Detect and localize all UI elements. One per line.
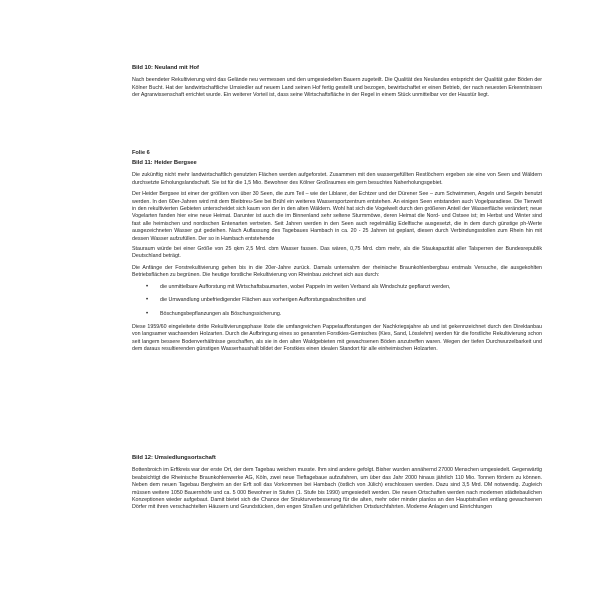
body-paragraph: Diese 1959/60 eingeleitete dritte Rekultivierungsphase löste die umfangreichen Pappelaufforstungen der Nachkriegsjahre ab und ist gekennzeichnet durch den Direktanbau von langsamer wachsenden Holzarten. Durch die Aufbringung eines so genannten Forstkies-Gemisches (Kies, Sand, Lösslehm) werden für die forstliche Rekultivierung schon seit langem bessere Bodenverhältnisse geschaffen, als sie in den alten Waldgebieten mit gewachsenen Böden anzutreffen waren. Wegen der tiefen Durchwurzelbarkeit und dem daraus resultierenden günstigen Wasserhaushalt bildet der Forstkies einen idealen Standort für alle einheimischen Holzarten. — [132, 323, 542, 353]
list-item: • die Umwandlung unbefriedigender Flächen aus vorherigen Aufforstungsabschnitten und — [146, 297, 542, 304]
bullet-list — [132, 284, 542, 318]
list-item: • Böschungsbepflanzungen als Böschungssicherung. — [146, 311, 542, 318]
body-paragraph: Der Heider Bergsee ist einer der größten von über 30 Seen, die zum Teil – wie der Liblarer, der Echtzer und der Dürener See – zum Schwimmen, Angeln und Segeln benutzt werden. In den 60er-Jahren wird mit dem Bleibtreu-See bei Brühl ein weiteres Wassersportzentrum entstehen. An einigen Seen entstanden auch Vogelparadiese. Die Tierwelt in den rekultivierten Gebieten unterscheidet sich kaum von der in den alten Wäldern. Wohl hat sich die Vogelwelt durch den größeren Anteil der Wasserfläche verändert; neue Vogelarten fanden hier eine neue Heimat. Darunter ist auch die im Binnenland sehr seltene Sturmmöwe, deren Heimat die Nord- und Ostsee ist; im Herbst und Winter sind fast alle heimischen und nordischen Entenarten vertreten. Seit Jahren werden in den Seen auch regelmäßig Edelfische ausgesetzt, die in dem durch günstige ph-Werte ausgezeichneten Wasser gut gedeihen. Nach Auflassung des Tagebaues Hambach in ca. 20 - 25 Jahren ist geplant, diesen durch Verbindungsstollen zum Rhein hin mit dessen Wasser aufzufüllen. Der so in Hambach entstehende — [132, 191, 542, 242]
list-item: • die unmittelbare Aufforstung mit Wirtschaftsbaumarten, wobei Pappeln im weiten Verband als Windschutz gepflanzt werden, — [146, 284, 542, 291]
section-umsiedlungsortschaft — [132, 455, 542, 516]
body-paragraph: Nach beendeter Rekultivierung wird das Gelände neu vermessen und den umgesiedelten Bauern zugeteilt. Die Qualität des Neulandes entspricht der Qualität guter Böden der Kölner Bucht. Hat der landwirtschaftliche Umsiedler auf neuem Land seinen Hof fertig gestellt und bezogen, bewirtschaftet er einen Betrieb, der nach neuesten Erkenntnissen der Agrarwissenschaft errichtet wurde. Ein weiterer Vorteil ist, dass seine Wirtschaftsfläche in der Regel in einem Stück unmittelbar vor der Haustür liegt. — [132, 77, 542, 99]
section-heading: Bild 11: Heider Bergsee — [132, 160, 197, 166]
section-heider-bergsee — [132, 150, 542, 358]
slide-label: Folie 6 — [132, 150, 150, 156]
section-heading: Bild 12: Umsiedlungsortschaft — [132, 455, 216, 461]
section-neuland-mit-hof — [132, 65, 542, 104]
body-paragraph: Die zukünftig nicht mehr landwirtschaftlich genutzten Flächen werden aufgeforstet. Zusammen mit den wassergefüllten Restlöchern ergeben sie eine von Seen und Wäldern durchsetzte Erholungslandschaft. Sie ist für die 1,5 Mio. Bewohner des Kölner Großraumes ein gern besuchtes Naherholungsgebiet. — [132, 172, 542, 186]
body-paragraph: Bottenbroich im Erftkreis war der erste Ort, der dem Tagebau weichen musste. Ihm sind andere gefolgt. Bisher wurden annähernd 27000 Menschen umgesiedelt. Gegenwärtig beabsichtigt die Rheinische Braunkohlenwerke AG, Köln, zwei neue Tieftagebaue aufzufahren, um über das Jahr 2000 hinaus jährlich 110 Mio. Tonnen fördern zu können. Neben dem neuen Tagebau Bergheim an der Erft soll das Vorkommen bei Hambach (östlich von Jülich) erschlossen werden. Dazu sind 3,5 Mrd. DM notwendig. Zugleich müssen weitere 1050 Bauernhöfe und ca. 5 000 Bewohner in Stufen (1. Stufe bis 1990) umgesiedelt werden. Die neuen Ortschaften werden nach modernen städtebaulichen Konzeptionen wieder aufgebaut. Damit bietet sich die Chance der Strukturverbesserung für die alten, mehr oder minder planlos an den Hauptstraßen entlang gewachsenen Dörfer mit ihren verschachtelten Häusern und Grundstücken, den engen Straßen und gefährlichen Ortsdurchfahrten. Moderne Anlagen und Einrichtungen — [132, 467, 542, 511]
body-paragraph: Die Anfänge der Forstrekultivierung gehen bis in die 20er-Jahre zurück. Damals unternahm der rheinische Braunkohlenbergbau erstmals Versuche, die ausgekohlten Betriebsflächen zu begrünen. Die heutige forstliche Rekultivierung von Rheinbau zeichnet sich aus durch: — [132, 264, 542, 279]
section-heading: Bild 10: Neuland mit Hof — [132, 65, 199, 71]
body-paragraph: Stauraum würde bei einer Größe von 25 qkm 2,5 Mrd. cbm Wasser fassen. Das wären, 0,75 Mrd. cbm mehr, als die Staukapazität aller Talsperren der Bundesrepublik Deutschland beträgt. — [132, 246, 542, 260]
